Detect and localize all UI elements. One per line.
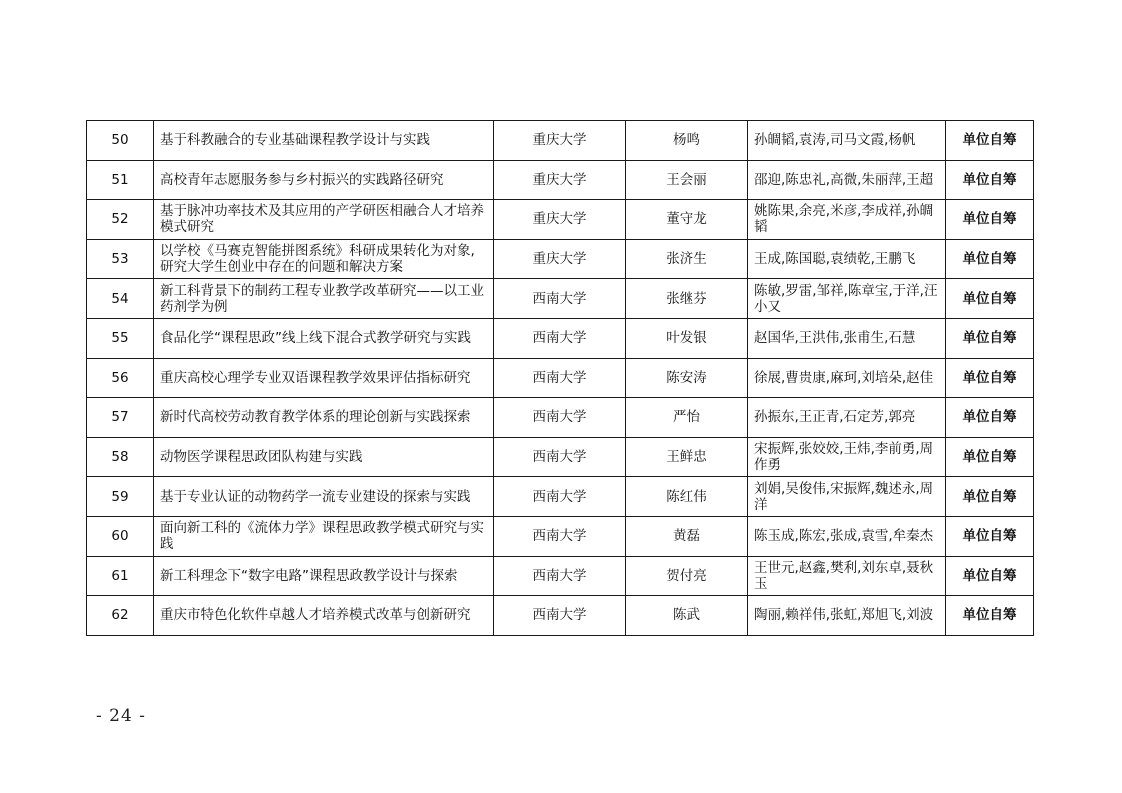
table-row (87, 437, 1034, 477)
row-number: 50 (87, 121, 154, 161)
project-title: 面向新工科的《流体力学》课程思政教学模式研究与实践 (154, 516, 494, 556)
team-members: 陈玉成,陈宏,张成,袁雪,牟秦杰 (748, 516, 946, 556)
project-title: 以学校《马赛克智能拼图系统》科研成果转化为对象,研究大学生创业中存在的问题和解决方案 (154, 239, 494, 279)
row-number: 53 (87, 239, 154, 279)
table-row (87, 556, 1034, 596)
row-number: 60 (87, 516, 154, 556)
team-members: 徐展,曹贵康,麻珂,刘培朵,赵佳 (748, 358, 946, 398)
unit-name: 重庆大学 (494, 121, 626, 161)
team-members: 孙振东,王正青,石定芳,郭亮 (748, 398, 946, 438)
table-body (87, 121, 1034, 636)
project-leader: 王会丽 (626, 160, 748, 200)
unit-name: 西南大学 (494, 358, 626, 398)
project-leader: 陈安涛 (626, 358, 748, 398)
project-title: 高校青年志愿服务参与乡村振兴的实践路径研究 (154, 160, 494, 200)
row-number: 51 (87, 160, 154, 200)
funding-source: 单位自筹 (946, 398, 1034, 438)
row-number: 52 (87, 200, 154, 240)
table-row (87, 200, 1034, 240)
row-number: 56 (87, 358, 154, 398)
unit-name: 西南大学 (494, 596, 626, 636)
funding-source: 单位自筹 (946, 358, 1034, 398)
team-members: 孙皗韬,袁涛,司马文霞,杨帆 (748, 121, 946, 161)
funding-source: 单位自筹 (946, 160, 1034, 200)
project-title: 动物医学课程思政团队构建与实践 (154, 437, 494, 477)
funding-source: 单位自筹 (946, 516, 1034, 556)
table-row (87, 516, 1034, 556)
project-leader: 陈红伟 (626, 477, 748, 517)
table-row (87, 160, 1034, 200)
project-leader: 董守龙 (626, 200, 748, 240)
table-row (87, 318, 1034, 358)
project-leader: 杨鸣 (626, 121, 748, 161)
row-number: 62 (87, 596, 154, 636)
project-leader: 叶发银 (626, 318, 748, 358)
project-leader: 王鲜忠 (626, 437, 748, 477)
team-members: 姚陈果,余亮,米彦,李成祥,孙皗韬 (748, 200, 946, 240)
funding-source: 单位自筹 (946, 477, 1034, 517)
unit-name: 西南大学 (494, 437, 626, 477)
team-members: 邵迎,陈忠礼,高微,朱丽萍,王超 (748, 160, 946, 200)
team-members: 陶丽,赖祥伟,张虹,郑旭飞,刘波 (748, 596, 946, 636)
unit-name: 西南大学 (494, 398, 626, 438)
unit-name: 西南大学 (494, 279, 626, 319)
project-leader: 贺付亮 (626, 556, 748, 596)
unit-name: 西南大学 (494, 516, 626, 556)
row-number: 57 (87, 398, 154, 438)
funding-source: 单位自筹 (946, 121, 1034, 161)
project-title: 基于脉冲功率技术及其应用的产学研医相融合人才培养模式研究 (154, 200, 494, 240)
page-number: - 24 - (96, 706, 146, 726)
row-number: 55 (87, 318, 154, 358)
funding-source: 单位自筹 (946, 200, 1034, 240)
team-members: 宋振辉,张姣姣,王炜,李前勇,周作勇 (748, 437, 946, 477)
table-row (87, 596, 1034, 636)
funding-source: 单位自筹 (946, 437, 1034, 477)
project-title: 新工科背景下的制药工程专业教学改革研究——以工业药剂学为例 (154, 279, 494, 319)
row-number: 58 (87, 437, 154, 477)
team-members: 王成,陈国聪,袁绩乾,王鹏飞 (748, 239, 946, 279)
table-row (87, 279, 1034, 319)
table-row (87, 477, 1034, 517)
row-number: 61 (87, 556, 154, 596)
unit-name: 西南大学 (494, 556, 626, 596)
unit-name: 重庆大学 (494, 200, 626, 240)
table-row (87, 358, 1034, 398)
project-title: 基于专业认证的动物药学一流专业建设的探索与实践 (154, 477, 494, 517)
project-leader: 陈武 (626, 596, 748, 636)
project-leader: 张济生 (626, 239, 748, 279)
funding-source: 单位自筹 (946, 239, 1034, 279)
funding-source: 单位自筹 (946, 596, 1034, 636)
project-leader: 张继芬 (626, 279, 748, 319)
team-members: 刘娟,吴俊伟,宋振辉,魏述永,周洋 (748, 477, 946, 517)
row-number: 54 (87, 279, 154, 319)
funding-source: 单位自筹 (946, 318, 1034, 358)
team-members: 王世元,赵鑫,樊利,刘东卓,聂秋玉 (748, 556, 946, 596)
project-leader: 黄磊 (626, 516, 748, 556)
team-members: 陈敏,罗雷,邹祥,陈章宝,于洋,汪小又 (748, 279, 946, 319)
funding-source: 单位自筹 (946, 556, 1034, 596)
project-title: 新工科理念下“数字电路”课程思政教学设计与探索 (154, 556, 494, 596)
project-title: 食品化学“课程思政”线上线下混合式教学研究与实践 (154, 318, 494, 358)
funding-source: 单位自筹 (946, 279, 1034, 319)
project-title: 新时代高校劳动教育教学体系的理论创新与实践探索 (154, 398, 494, 438)
project-title: 重庆高校心理学专业双语课程教学效果评估指标研究 (154, 358, 494, 398)
unit-name: 西南大学 (494, 318, 626, 358)
unit-name: 重庆大学 (494, 160, 626, 200)
table-row (87, 398, 1034, 438)
team-members: 赵国华,王洪伟,张甫生,石慧 (748, 318, 946, 358)
project-leader: 严怡 (626, 398, 748, 438)
unit-name: 重庆大学 (494, 239, 626, 279)
table-row (87, 239, 1034, 279)
row-number: 59 (87, 477, 154, 517)
project-title: 重庆市特色化软件卓越人才培养模式改革与创新研究 (154, 596, 494, 636)
project-table (86, 120, 1034, 636)
project-title: 基于科教融合的专业基础课程教学设计与实践 (154, 121, 494, 161)
unit-name: 西南大学 (494, 477, 626, 517)
table-row (87, 121, 1034, 161)
